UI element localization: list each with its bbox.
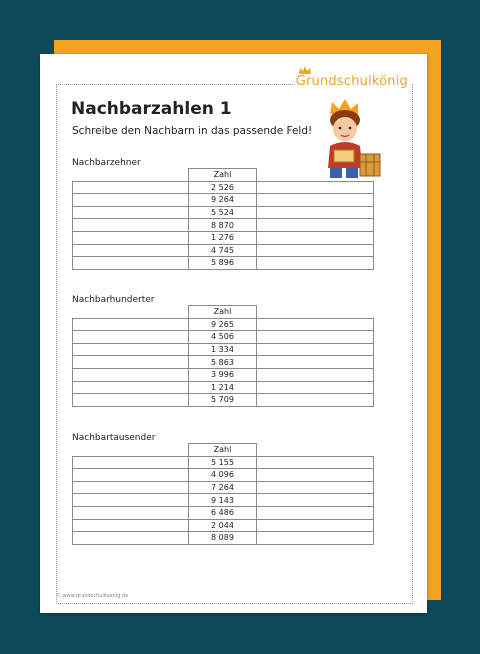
answer-cell-lower[interactable] bbox=[73, 481, 189, 494]
answer-cell-upper[interactable] bbox=[257, 519, 374, 532]
instruction-text: Schreibe den Nachbarn in das passende Feld! bbox=[72, 125, 313, 137]
answer-cell-lower[interactable] bbox=[73, 318, 189, 331]
number-cell: 5 524 bbox=[189, 206, 257, 219]
table-row bbox=[73, 481, 374, 494]
answer-cell-lower[interactable] bbox=[73, 181, 189, 194]
answer-cell-lower[interactable] bbox=[73, 343, 189, 356]
table-row bbox=[73, 206, 374, 219]
answer-cell-lower[interactable] bbox=[73, 219, 189, 232]
number-cell: 1 334 bbox=[189, 343, 257, 356]
number-cell: 4 506 bbox=[189, 331, 257, 344]
answer-cell-lower[interactable] bbox=[73, 494, 189, 507]
number-cell: 7 264 bbox=[189, 481, 257, 494]
answer-cell-lower[interactable] bbox=[73, 244, 189, 257]
table-row bbox=[73, 506, 374, 519]
number-cell: 2 526 bbox=[189, 181, 257, 194]
worksheet-page bbox=[40, 54, 427, 613]
column-header-zahl: Zahl bbox=[189, 169, 257, 182]
table-row bbox=[73, 368, 374, 381]
answer-cell-upper[interactable] bbox=[257, 181, 374, 194]
answer-cell-lower[interactable] bbox=[73, 231, 189, 244]
section-title-nachbartausender: Nachbartausender bbox=[72, 433, 156, 443]
answer-cell-upper[interactable] bbox=[257, 318, 374, 331]
table-row bbox=[73, 194, 374, 207]
column-header-zahl: Zahl bbox=[189, 444, 257, 457]
neighbor-table-zehner bbox=[72, 168, 374, 270]
answer-cell-upper[interactable] bbox=[257, 532, 374, 545]
number-cell: 5 709 bbox=[189, 394, 257, 407]
table-row bbox=[73, 532, 374, 545]
number-cell: 1 214 bbox=[189, 381, 257, 394]
table-row bbox=[73, 231, 374, 244]
answer-cell-lower[interactable] bbox=[73, 331, 189, 344]
neighbor-table-tausender bbox=[72, 443, 374, 545]
neighbor-table-hunderter bbox=[72, 305, 374, 407]
table-row bbox=[73, 219, 374, 232]
answer-cell-lower[interactable] bbox=[73, 356, 189, 369]
answer-cell-upper[interactable] bbox=[257, 206, 374, 219]
answer-cell-lower[interactable] bbox=[73, 469, 189, 482]
number-cell: 8 870 bbox=[189, 219, 257, 232]
footer-copyright: © www.grundschulkoenig.de bbox=[56, 593, 129, 599]
answer-cell-upper[interactable] bbox=[257, 219, 374, 232]
number-cell: 9 143 bbox=[189, 494, 257, 507]
number-cell: 1 276 bbox=[189, 231, 257, 244]
table-row bbox=[73, 331, 374, 344]
answer-cell-upper[interactable] bbox=[257, 506, 374, 519]
answer-cell-upper[interactable] bbox=[257, 494, 374, 507]
answer-cell-lower[interactable] bbox=[73, 368, 189, 381]
answer-cell-upper[interactable] bbox=[257, 394, 374, 407]
answer-cell-upper[interactable] bbox=[257, 331, 374, 344]
table-row bbox=[73, 257, 374, 270]
answer-cell-upper[interactable] bbox=[257, 244, 374, 257]
answer-cell-upper[interactable] bbox=[257, 456, 374, 469]
table-row bbox=[73, 244, 374, 257]
table-row bbox=[73, 456, 374, 469]
answer-cell-lower[interactable] bbox=[73, 194, 189, 207]
number-cell: 5 863 bbox=[189, 356, 257, 369]
number-cell: 4 096 bbox=[189, 469, 257, 482]
table-row bbox=[73, 494, 374, 507]
number-cell: 9 264 bbox=[189, 194, 257, 207]
answer-cell-upper[interactable] bbox=[257, 257, 374, 270]
number-cell: 5 896 bbox=[189, 257, 257, 270]
answer-cell-upper[interactable] bbox=[257, 481, 374, 494]
answer-cell-upper[interactable] bbox=[257, 381, 374, 394]
table-row bbox=[73, 469, 374, 482]
answer-cell-lower[interactable] bbox=[73, 456, 189, 469]
answer-cell-lower[interactable] bbox=[73, 394, 189, 407]
column-header-zahl: Zahl bbox=[189, 306, 257, 319]
section-title-nachbarzehner: Nachbarzehner bbox=[72, 158, 141, 168]
answer-cell-upper[interactable] bbox=[257, 469, 374, 482]
answer-cell-lower[interactable] bbox=[73, 532, 189, 545]
answer-cell-lower[interactable] bbox=[73, 206, 189, 219]
number-cell: 8 089 bbox=[189, 532, 257, 545]
table-row bbox=[73, 381, 374, 394]
answer-cell-upper[interactable] bbox=[257, 368, 374, 381]
number-cell: 2 044 bbox=[189, 519, 257, 532]
answer-cell-lower[interactable] bbox=[73, 257, 189, 270]
answer-cell-lower[interactable] bbox=[73, 381, 189, 394]
number-cell: 4 745 bbox=[189, 244, 257, 257]
table-row bbox=[73, 356, 374, 369]
answer-cell-upper[interactable] bbox=[257, 194, 374, 207]
section-title-nachbarhunderter: Nachbarhunderter bbox=[72, 295, 155, 305]
brand-logo: Grundschulkönig bbox=[293, 74, 411, 89]
number-cell: 9 265 bbox=[189, 318, 257, 331]
number-cell: 5 155 bbox=[189, 456, 257, 469]
answer-cell-lower[interactable] bbox=[73, 519, 189, 532]
table-row bbox=[73, 181, 374, 194]
answer-cell-upper[interactable] bbox=[257, 343, 374, 356]
table-row bbox=[73, 318, 374, 331]
answer-cell-upper[interactable] bbox=[257, 356, 374, 369]
number-cell: 3 996 bbox=[189, 368, 257, 381]
page-title: Nachbarzahlen 1 bbox=[71, 99, 232, 119]
number-cell: 6 486 bbox=[189, 506, 257, 519]
table-row bbox=[73, 343, 374, 356]
table-row bbox=[73, 394, 374, 407]
answer-cell-upper[interactable] bbox=[257, 231, 374, 244]
answer-cell-lower[interactable] bbox=[73, 506, 189, 519]
table-row bbox=[73, 519, 374, 532]
